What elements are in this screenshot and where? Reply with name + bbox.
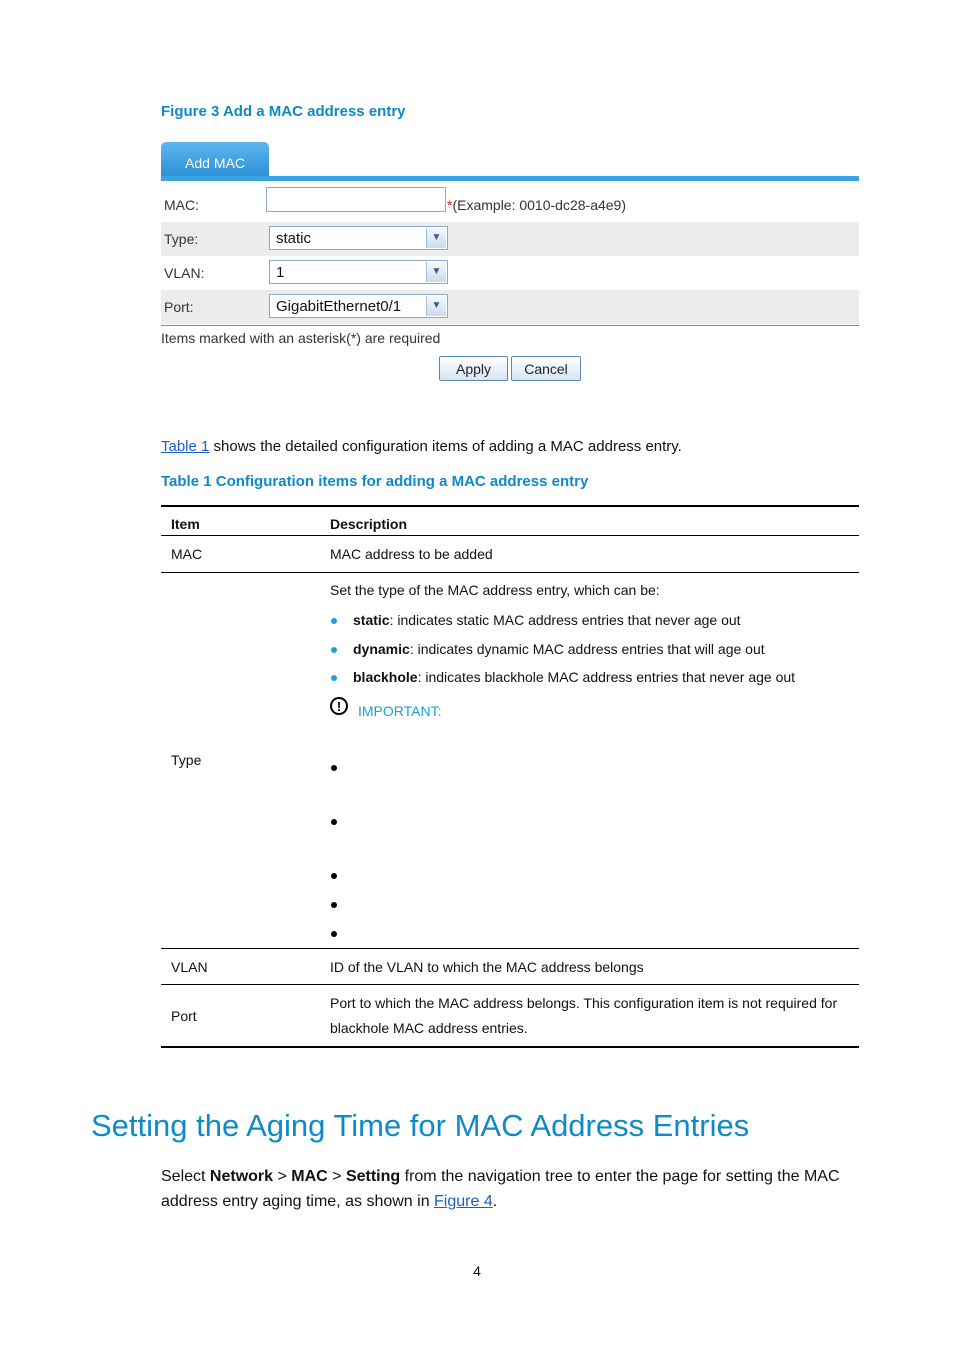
row-rule [161, 948, 859, 949]
type-select-value: static [276, 230, 312, 247]
page-number: 4 [473, 1263, 481, 1279]
bullet-icon [331, 647, 337, 653]
option-static-text: : indicates static MAC address entries that never age out [389, 612, 741, 628]
row-type-item: Type [171, 752, 202, 768]
chevron-down-icon[interactable]: ▼ [426, 228, 446, 248]
table-1-link[interactable]: Table 1 [161, 438, 210, 455]
cancel-button[interactable]: Cancel [511, 356, 581, 381]
mac-row [161, 188, 859, 222]
row-rule [161, 572, 859, 573]
mac-example-text: (Example: 0010-dc28-a4e9) [452, 197, 626, 213]
section-text: address entry aging time, as shown in [161, 1193, 435, 1210]
figure-4-link[interactable]: Figure 4 [434, 1193, 493, 1210]
header-item: Item [171, 516, 200, 532]
chevron-down-icon[interactable]: ▼ [426, 296, 446, 316]
option-dynamic-text: : indicates dynamic MAC address entries that will age out [409, 641, 765, 657]
bullet-icon [331, 675, 337, 681]
port-select[interactable] [269, 294, 448, 318]
section-text: from the navigation tree to enter the page for setting the MAC [400, 1168, 840, 1185]
table-top-rule [161, 505, 859, 507]
select-text: Select [161, 1168, 210, 1185]
period: . [492, 1193, 498, 1210]
port-row [161, 290, 859, 324]
bullet-icon [331, 765, 337, 771]
nav-network: Network [209, 1168, 274, 1185]
required-star: * [447, 197, 453, 213]
row-vlan-item: VLAN [171, 959, 208, 975]
table-caption: Table 1 Configuration items for adding a MAC address entry [161, 473, 589, 490]
row-type-intro: Set the type of the MAC address entry, which can be: [330, 582, 660, 598]
type-row [161, 222, 859, 256]
option-blackhole-term: blackhole [353, 669, 418, 685]
mac-label: MAC: [164, 197, 199, 213]
important-label: IMPORTANT: [358, 703, 442, 719]
required-note: Items marked with an asterisk(*) are required [161, 330, 441, 346]
header-description: Description [330, 516, 408, 532]
port-label: Port: [164, 299, 194, 315]
intro-text: shows the detailed configuration items of adding a MAC address entry. [209, 438, 682, 455]
vlan-label: VLAN: [164, 265, 205, 281]
row-port-item: Port [171, 1008, 197, 1024]
option-dynamic [353, 641, 765, 657]
row-vlan-description: ID of the VLAN to which the MAC address belongs [330, 959, 644, 975]
row-mac-item: MAC [171, 546, 203, 562]
figure-caption: Figure 3 Add a MAC address entry [161, 103, 406, 120]
port-select-value: GigabitEthernet0/1 [276, 298, 402, 315]
option-blackhole-text: : indicates blackhole MAC address entries that never age out [417, 669, 796, 685]
bullet-icon [331, 819, 337, 825]
tab-underline [161, 176, 859, 181]
row-port-description-line1: Port to which the MAC address belongs. This configuration item is not required for [330, 995, 838, 1011]
exclamation-circle-icon: ! [330, 697, 348, 715]
option-dynamic-term: dynamic [353, 641, 410, 657]
chevron-down-icon[interactable]: ▼ [426, 262, 446, 282]
vlan-select[interactable] [269, 260, 448, 284]
row-mac-description: MAC address to be added [330, 546, 493, 562]
apply-button[interactable]: Apply [439, 356, 508, 381]
option-static [353, 612, 741, 628]
table-bottom-rule [161, 1046, 859, 1048]
mac-input[interactable] [266, 187, 446, 212]
bullet-icon [331, 873, 337, 879]
type-label: Type: [164, 231, 199, 247]
intro-paragraph [161, 438, 682, 455]
option-static-term: static [353, 612, 390, 628]
vlan-row [161, 256, 859, 290]
bullet-icon [331, 931, 337, 937]
row-port-description-line2: blackhole MAC address entries. [330, 1020, 528, 1036]
row-rule [161, 984, 859, 985]
separator: > [273, 1168, 292, 1185]
section-paragraph-line1 [161, 1168, 840, 1186]
separator: > [327, 1168, 346, 1185]
vlan-select-value: 1 [276, 264, 285, 281]
bullet-icon [331, 618, 337, 624]
bullet-icon [331, 902, 337, 908]
tab-add-mac[interactable]: Add MAC [161, 142, 269, 178]
form-bottom-line [161, 325, 859, 326]
option-blackhole [353, 669, 795, 685]
nav-setting: Setting [345, 1168, 401, 1185]
nav-mac: MAC [291, 1168, 328, 1185]
mac-example-hint [447, 197, 626, 213]
section-paragraph-line2 [161, 1193, 497, 1211]
section-heading: Setting the Aging Time for MAC Address Entries [91, 1108, 750, 1143]
header-rule [161, 535, 859, 536]
type-select[interactable] [269, 226, 448, 250]
